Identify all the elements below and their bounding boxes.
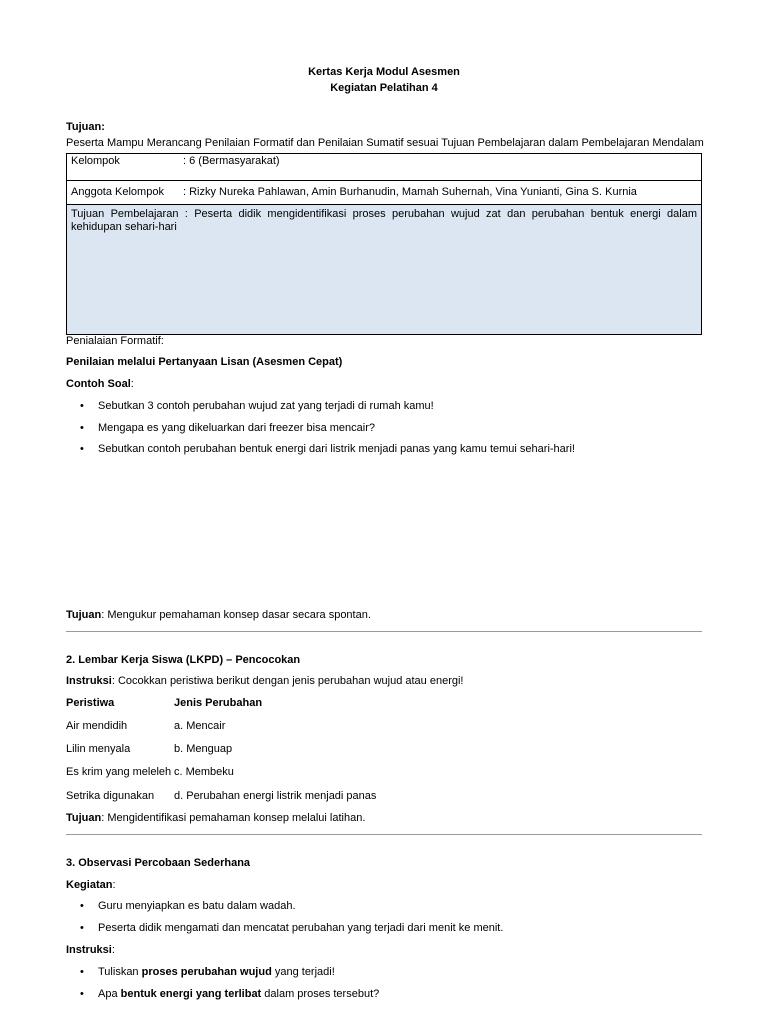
tujuan-pembelajaran-line2: kehidupan sehari-hari — [71, 221, 177, 233]
instruksi-item-post: dalam proses tersebut? — [261, 988, 380, 1000]
peristiwa-cell: Setrika digunakan — [66, 790, 155, 802]
kegiatan-colon: : — [112, 879, 116, 891]
peristiwa-cell: Lilin menyala — [66, 743, 131, 755]
lkpd-instruksi — [66, 675, 463, 687]
formatif-tujuan — [66, 609, 371, 621]
instruksi-item-bold: proses perubahan wujud — [141, 966, 272, 978]
anggota-row — [67, 181, 701, 205]
document-subtitle: Kegiatan Pelatihan 4 — [330, 82, 438, 94]
contoh-soal-colon: : — [130, 378, 134, 390]
jenis-cell: b. Menguap — [174, 743, 233, 755]
tujuan-label: Tujuan: — [66, 121, 105, 133]
kelompok-value: : 6 (Bermasyarakat) — [183, 155, 280, 167]
instruksi-item-bold: bentuk energi yang terlibat — [120, 988, 262, 1000]
instruksi-heading — [66, 944, 115, 956]
lkpd-instruksi-label: Instruksi — [66, 675, 112, 687]
tujuan-text: Peserta Mampu Merancang Penilaian Formatif dan Penilaian Sumatif sesuai Tujuan Pembelajaran dalam Pembelajaran Mendalam — [66, 137, 704, 149]
bullet-icon: • — [80, 900, 84, 912]
instruksi-label: Instruksi — [66, 944, 112, 956]
section-divider — [66, 631, 702, 632]
bullet-icon: • — [80, 988, 84, 1000]
formatif-section-title: Penilaian melalui Pertanyaan Lisan (Asesmen Cepat) — [66, 356, 343, 368]
question-item: Mengapa es yang dikeluarkan dari freezer bisa mencair? — [98, 422, 375, 434]
peristiwa-cell: Air mendidih — [66, 720, 128, 732]
bullet-icon: • — [80, 966, 84, 978]
kegiatan-item: Peserta didik mengamati dan mencatat perubahan yang terjadi dari menit ke menit. — [98, 922, 504, 934]
col-header-peristiwa: Peristiwa — [66, 697, 115, 709]
peristiwa-cell: Es krim yang meleleh — [66, 766, 172, 778]
instruksi-item — [98, 988, 379, 1000]
formatif-label: Penialaian Formatif: — [66, 335, 164, 347]
tujuan-pembelajaran-line1: Tujuan Pembelajaran : Peserta didik mengidentifikasi proses perubahan wujud zat dan perubahan bentuk energi dalam — [71, 208, 697, 220]
contoh-soal-heading — [66, 378, 134, 390]
question-item: Sebutkan 3 contoh perubahan wujud zat yang terjadi di rumah kamu! — [98, 400, 434, 412]
instruksi-item-pre: Apa — [98, 988, 121, 1000]
instruksi-item — [98, 966, 335, 978]
formatif-tujuan-text: : Mengukur pemahaman konsep dasar secara spontan. — [101, 609, 371, 621]
kegiatan-item: Guru menyiapkan es batu dalam wadah. — [98, 900, 296, 912]
info-table — [66, 153, 702, 335]
instruksi-item-pre: Tuliskan — [98, 966, 142, 978]
kelompok-label: Kelompok — [71, 155, 120, 167]
instruksi-colon: : — [111, 944, 115, 956]
bullet-icon: • — [80, 922, 84, 934]
bullet-icon: • — [80, 422, 84, 434]
anggota-label: Anggota Kelompok — [71, 186, 164, 198]
jenis-cell: a. Mencair — [174, 720, 226, 732]
jenis-cell: c. Membeku — [174, 766, 234, 778]
lkpd-tujuan-label: Tujuan — [66, 812, 102, 824]
formatif-tujuan-label: Tujuan — [66, 609, 102, 621]
instruksi-item-post: yang terjadi! — [271, 966, 335, 978]
document-title: Kertas Kerja Modul Asesmen — [308, 66, 460, 78]
kegiatan-heading — [66, 879, 116, 891]
kegiatan-label: Kegiatan — [66, 879, 113, 891]
lkpd-tujuan — [66, 812, 365, 824]
lkpd-instruksi-text: : Cocokkan peristiwa berikut dengan jenis perubahan wujud atau energi! — [111, 675, 464, 687]
col-header-jenis: Jenis Perubahan — [174, 697, 263, 709]
observasi-title: 3. Observasi Percobaan Sederhana — [66, 857, 251, 869]
question-item: Sebutkan contoh perubahan bentuk energi dari listrik menjadi panas yang kamu temui sehari-hari! — [98, 443, 575, 455]
kelompok-row — [67, 154, 701, 181]
jenis-cell: d. Perubahan energi listrik menjadi panas — [174, 790, 377, 802]
lkpd-tujuan-text: : Mengidentifikasi pemahaman konsep melalui latihan. — [101, 812, 366, 824]
section-divider — [66, 834, 702, 835]
contoh-soal-label: Contoh Soal — [66, 378, 131, 390]
tujuan-pembelajaran-row — [67, 205, 701, 334]
lkpd-title: 2. Lembar Kerja Siswa (LKPD) – Pencocokan — [66, 654, 301, 666]
anggota-value: : Rizky Nureka Pahlawan, Amin Burhanudin, Mamah Suhernah, Vina Yunianti, Gina S. Kurnia — [183, 186, 637, 198]
bullet-icon: • — [80, 443, 84, 455]
bullet-icon: • — [80, 400, 84, 412]
